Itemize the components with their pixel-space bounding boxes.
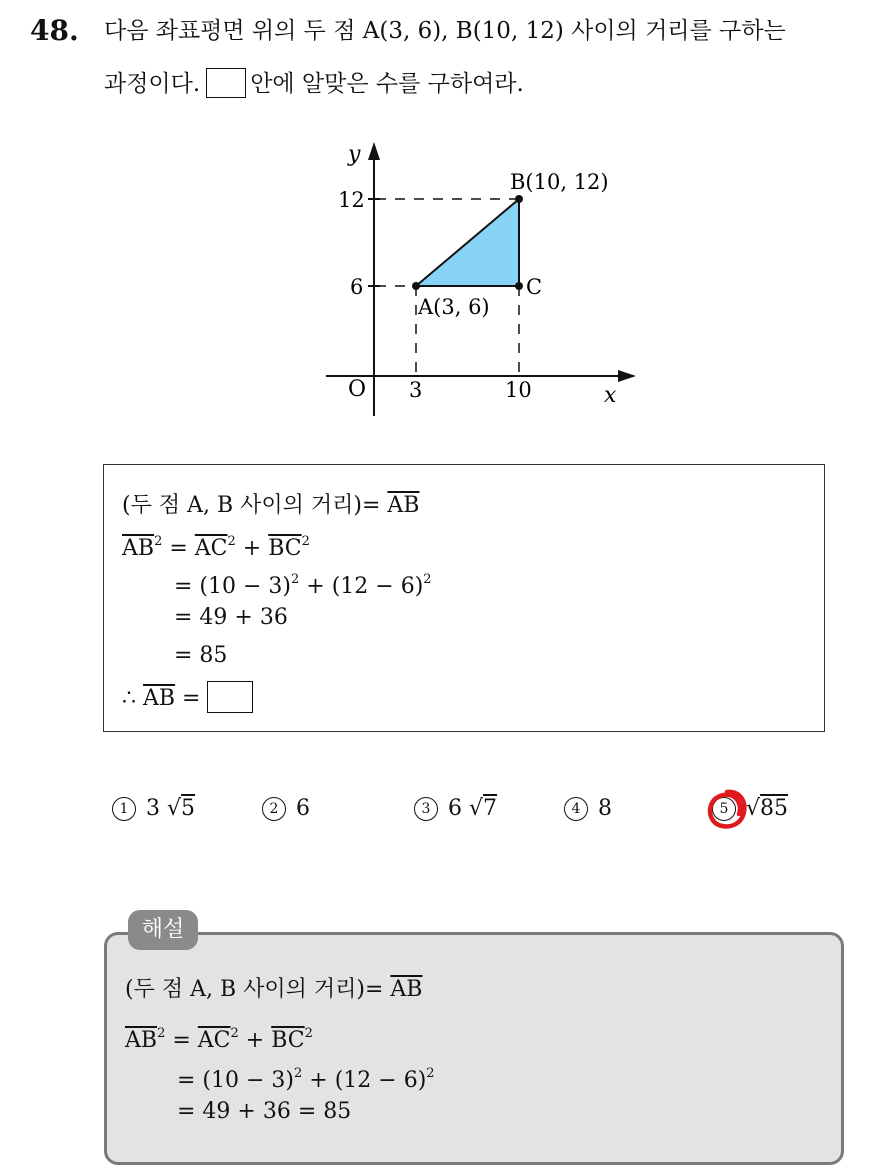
- y-axis-label: y: [348, 142, 361, 167]
- origin-label: O: [348, 377, 367, 402]
- exponent: 2: [291, 572, 300, 587]
- choice-number: 2: [262, 797, 286, 821]
- choice-number: 5: [712, 797, 736, 821]
- point-a-label: A(3, 6): [418, 295, 490, 319]
- plus-sign: +: [238, 1028, 272, 1053]
- segment-bc: $\overline{BC}$: [268, 536, 302, 561]
- choice-number: 3: [414, 797, 438, 821]
- answer-circle-mark-icon: [704, 786, 750, 832]
- explanation-l3-a: = (10 − 3): [177, 1068, 295, 1093]
- exponent: 2: [426, 1066, 435, 1081]
- solution-line2: [122, 529, 310, 562]
- explanation-tag: 해설: [128, 910, 198, 950]
- solution-box: [103, 464, 825, 732]
- question-text-line2: [104, 68, 524, 99]
- explanation-line4: = 49 + 36 = 85: [177, 1099, 352, 1124]
- equals-sign: =: [162, 536, 195, 561]
- solution-line4: = 49 + 36: [174, 605, 288, 630]
- therefore-sign: ∴: [122, 686, 143, 711]
- triangle-abc: [416, 199, 519, 286]
- point-c-label: C: [526, 275, 543, 299]
- solution-line6: [122, 681, 253, 713]
- segment-bc: $\overline{BC}$: [271, 1028, 305, 1053]
- y-tick-label-12: 12: [338, 188, 365, 212]
- choice-value: 8: [598, 796, 612, 821]
- point-a: [412, 282, 420, 290]
- question-text-line1: 다음 좌표평면 위의 두 점 A(3, 6), B(10, 12) 사이의 거리를 구하는: [104, 18, 786, 44]
- choice-2[interactable]: [262, 796, 310, 821]
- choice-number: 1: [112, 797, 136, 821]
- sqrt-icon: √: [469, 796, 484, 821]
- answer-blank: [206, 68, 246, 98]
- y-axis-arrow: [368, 142, 380, 160]
- point-b: [515, 195, 523, 203]
- exponent: 2: [157, 1026, 166, 1041]
- segment-ab: $\overline{AB}$: [125, 1028, 158, 1053]
- segment-ab: $\overline{AB}$: [122, 536, 155, 561]
- segment-ab: $\overline{AB}$: [390, 977, 423, 1002]
- choice-4[interactable]: [564, 796, 612, 821]
- exponent: 2: [304, 1026, 313, 1041]
- y-tick-label-6: 6: [350, 275, 364, 299]
- explanation-box: [104, 932, 844, 1165]
- choice-3[interactable]: [414, 796, 497, 821]
- choice-radicand: 7: [483, 796, 498, 821]
- point-b-label: B(10, 12): [510, 170, 609, 194]
- exponent: 2: [227, 534, 236, 549]
- question-number: 48.: [30, 14, 79, 47]
- sqrt-icon: √: [746, 796, 761, 821]
- exponent: 2: [230, 1026, 239, 1041]
- choice-radicand: 5: [181, 796, 196, 821]
- sqrt-icon: √: [167, 796, 182, 821]
- solution-line3: [174, 567, 432, 600]
- choice-coefficient: 3: [146, 796, 160, 821]
- answer-choices: [0, 796, 884, 830]
- x-axis-label: x: [604, 383, 617, 408]
- explanation-l3-b: + (12 − 6): [302, 1068, 427, 1093]
- segment-ac: $\overline{AC}$: [194, 536, 228, 561]
- solution-line5: = 85: [174, 643, 228, 668]
- solution-line1: [122, 493, 419, 519]
- explanation-l1-text: (두 점 A, B 사이의 거리)=: [125, 977, 391, 1002]
- coordinate-graph: [318, 138, 648, 428]
- explanation-line3: [177, 1061, 435, 1094]
- segment-ac: $\overline{AC}$: [197, 1028, 231, 1053]
- choice-value: 6: [296, 796, 310, 821]
- question-text-after: 안에 알맞은 수를 구하여라.: [250, 71, 524, 97]
- exponent: 2: [154, 534, 163, 549]
- explanation-line2: [125, 1021, 313, 1054]
- choice-coefficient: 6: [448, 796, 462, 821]
- exponent: 2: [301, 534, 310, 549]
- choice-number: 4: [564, 797, 588, 821]
- x-axis-arrow: [618, 370, 636, 382]
- segment-ab: $\overline{AB}$: [143, 686, 176, 711]
- x-tick-label-10: 10: [505, 378, 532, 402]
- exponent: 2: [423, 572, 432, 587]
- solution-l3-b: + (12 − 6): [299, 574, 424, 599]
- explanation-line1: [125, 977, 422, 1003]
- answer-blank: [207, 681, 253, 713]
- equals-sign: =: [165, 1028, 198, 1053]
- solution-l1-text: (두 점 A, B 사이의 거리)=: [122, 493, 388, 518]
- exponent: 2: [294, 1066, 303, 1081]
- choice-1[interactable]: [112, 796, 195, 821]
- point-c: [515, 282, 523, 290]
- choice-radicand: 85: [760, 796, 789, 821]
- equals-sign: =: [175, 686, 201, 711]
- solution-l3-a: = (10 − 3): [174, 574, 292, 599]
- x-tick-label-3: 3: [409, 378, 423, 402]
- question-text-before: 과정이다.: [104, 71, 201, 97]
- segment-ab: $\overline{AB}$: [387, 493, 420, 518]
- plus-sign: +: [235, 536, 269, 561]
